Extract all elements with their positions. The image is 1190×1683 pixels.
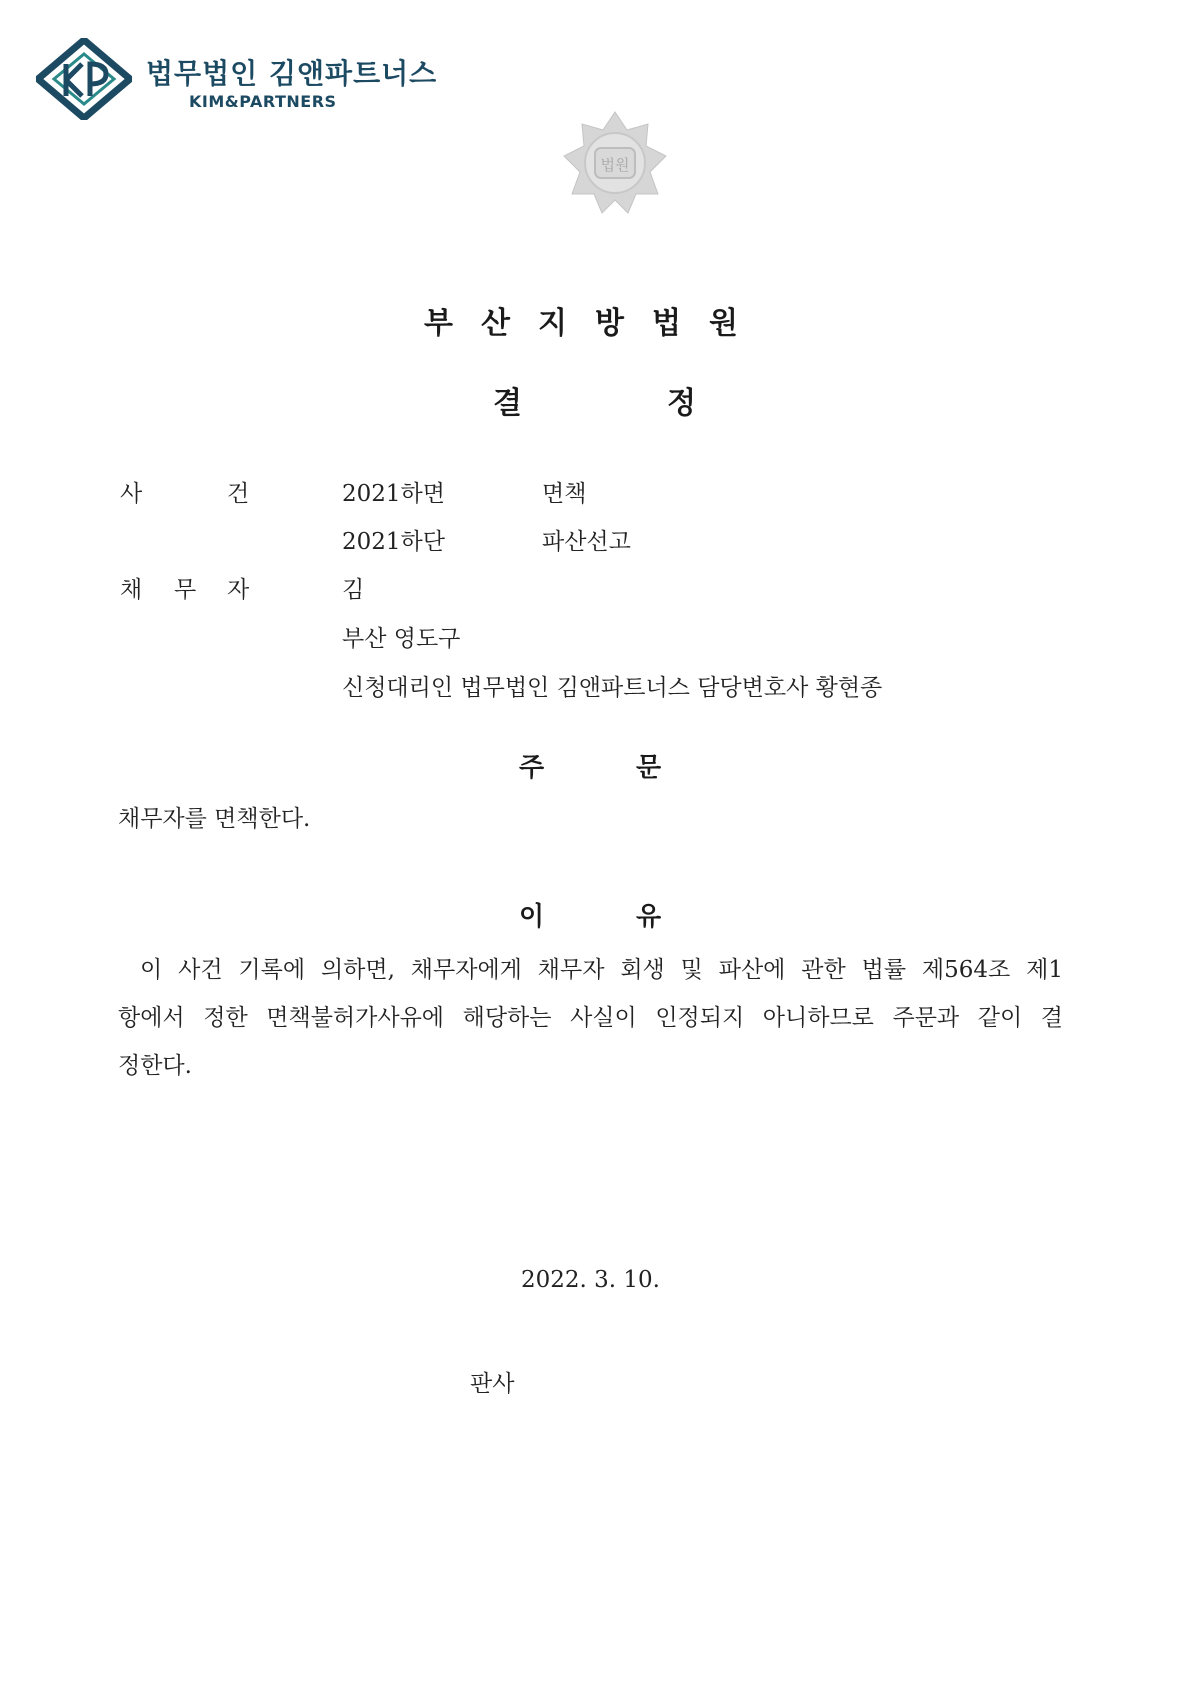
document-title-right: 정	[667, 386, 696, 421]
firm-logo-icon	[36, 38, 132, 120]
case-type-1: 면책	[542, 481, 587, 507]
document-title-left: 결	[493, 386, 522, 421]
judge-label: 판사	[470, 1371, 515, 1397]
debtor-label-char-2: 무	[174, 577, 197, 603]
reason-line-2: 항에서 정한 면책불허가사유에 해당하는 사실이 인정되지 아니하므로 주문과 같이 결	[118, 1005, 1063, 1031]
case-number-1: 2021하면	[342, 481, 445, 507]
reason-line-3: 정한다.	[118, 1053, 192, 1079]
firm-name-english: KIM&PARTNERS	[189, 92, 337, 111]
decision-date: 2022. 3. 10.	[521, 1267, 660, 1293]
applicant-agent: 신청대리인 법무법인 김앤파트너스 담당변호사 황현종	[342, 675, 883, 701]
debtor-name: 김	[342, 577, 365, 603]
case-number-2: 2021하단	[342, 529, 445, 555]
order-text: 채무자를 면책한다.	[118, 806, 311, 832]
court-name: 부산지방법원	[424, 306, 766, 341]
emblem-label: 법원	[600, 156, 630, 174]
reason-line-1: 이 사건 기록에 의하면, 채무자에게 채무자 회생 및 파산에 관한 법률 제564조 제1	[140, 957, 1063, 983]
debtor-label-char-3: 자	[227, 577, 250, 603]
court-emblem-icon	[560, 110, 670, 215]
case-label-char-1: 사	[120, 481, 143, 507]
order-heading-left: 주	[519, 753, 545, 783]
debtor-label-char-1: 채	[120, 577, 143, 603]
order-heading-right: 문	[636, 753, 662, 783]
firm-name-korean: 법무법인 김앤파트너스	[146, 57, 438, 90]
reason-heading-right: 유	[636, 902, 662, 932]
case-type-2: 파산선고	[542, 529, 631, 555]
case-label-char-2: 건	[227, 481, 250, 507]
debtor-address: 부산 영도구	[342, 626, 461, 652]
reason-heading-left: 이	[519, 902, 545, 932]
